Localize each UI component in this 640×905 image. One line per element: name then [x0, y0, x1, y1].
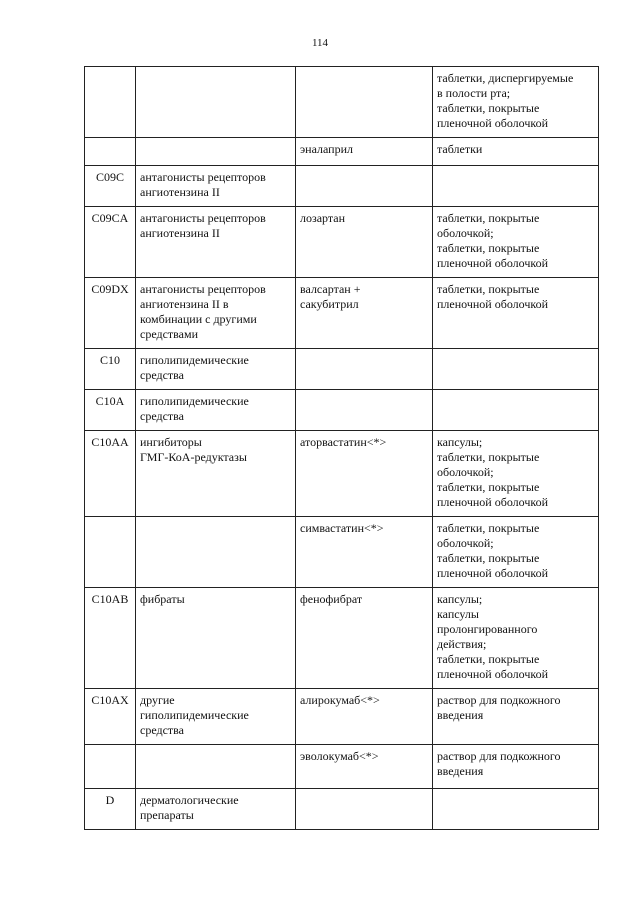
pharmacological-group-cell: [136, 517, 296, 588]
dosage-form-cell: [433, 745, 599, 789]
drug-name-line: лозартан: [300, 211, 346, 225]
dosage-form-line: пролонгированного: [437, 622, 538, 636]
atc-code-cell: [85, 390, 136, 431]
drug-name-cell: [296, 138, 433, 166]
drug-name-cell: [296, 689, 433, 745]
pharmacological-group-line: средства: [140, 368, 185, 382]
dosage-form-line: пленочной оболочкой: [437, 256, 549, 270]
dosage-form-cell: [433, 138, 599, 166]
dosage-form-line: введения: [437, 708, 484, 722]
dosage-form-line: оболочкой;: [437, 536, 494, 550]
pharmacological-group-line: другие: [140, 693, 175, 707]
atc-code: C10AX: [91, 693, 129, 707]
drug-name-line: симвастатин<*>: [300, 521, 384, 535]
drug-name-cell: [296, 278, 433, 349]
dosage-form-cell: [433, 689, 599, 745]
drug-name-line: алирокумаб<*>: [300, 693, 380, 707]
dosage-form-line: таблетки: [437, 142, 483, 156]
table-row: [85, 390, 599, 431]
dosage-form-line: таблетки, покрытые: [437, 282, 540, 296]
atc-code-cell: [85, 207, 136, 278]
atc-code-cell: [85, 138, 136, 166]
pharmacological-group-line: ангиотензина II в: [140, 297, 229, 311]
dosage-form-line: пленочной оболочкой: [437, 495, 549, 509]
drug-name-cell: [296, 745, 433, 789]
dosage-form-line: пленочной оболочкой: [437, 297, 549, 311]
atc-code: C09CA: [91, 211, 129, 225]
drug-name-line: эналаприл: [300, 142, 353, 156]
dosage-form-line: оболочкой;: [437, 465, 494, 479]
dosage-form-line: таблетки, покрытые: [437, 551, 540, 565]
drug-name-cell: [296, 588, 433, 689]
table-row: [85, 431, 599, 517]
pharmacological-group-line: антагонисты рецепторов: [140, 211, 266, 225]
dosage-form-cell: [433, 517, 599, 588]
dosage-form-line: раствор для подкожного: [437, 749, 561, 763]
dosage-form-line: таблетки, покрытые: [437, 211, 540, 225]
atc-code-cell: [85, 789, 136, 830]
drug-name-cell: [296, 431, 433, 517]
dosage-form-line: таблетки, диспергируемые: [437, 71, 574, 85]
atc-code-cell: [85, 67, 136, 138]
page-number: 114: [311, 37, 329, 49]
table-row: [85, 517, 599, 588]
table-row: [85, 138, 599, 166]
pharmacological-group-line: ингибиторы: [140, 435, 202, 449]
pharmacological-group-cell: [136, 207, 296, 278]
pharmacological-group-line: гиполипидемические: [140, 394, 249, 408]
dosage-form-cell: [433, 349, 599, 390]
atc-code: C10A: [95, 394, 125, 408]
pharmacological-group-line: гиполипидемические: [140, 708, 249, 722]
dosage-form-line: таблетки, покрытые: [437, 521, 540, 535]
pharmacological-group-cell: [136, 166, 296, 207]
dosage-form-line: капсулы;: [437, 592, 483, 606]
atc-code-cell: [85, 349, 136, 390]
pharmacological-group-line: дерматологические: [140, 793, 239, 807]
pharmacological-group-line: ГМГ-КоА-редуктазы: [140, 450, 247, 464]
drug-name-line: фенофибрат: [300, 592, 363, 606]
table-row: [85, 745, 599, 789]
atc-code: C09C: [95, 170, 124, 184]
pharmacological-group-line: ангиотензина II: [140, 226, 220, 240]
pharmacological-group-line: антагонисты рецепторов: [140, 170, 266, 184]
dosage-form-line: таблетки, покрытые: [437, 241, 540, 255]
pharmacological-group-line: средства: [140, 409, 185, 423]
pharmacological-group-line: гиполипидемические: [140, 353, 249, 367]
dosage-form-line: капсулы;: [437, 435, 483, 449]
table-row: [85, 207, 599, 278]
table-row: [85, 278, 599, 349]
table-row: [85, 789, 599, 830]
pharmacological-group-line: антагонисты рецепторов: [140, 282, 266, 296]
pharmacological-group-cell: [136, 588, 296, 689]
drug-name-cell: [296, 349, 433, 390]
dosage-form-cell: [433, 588, 599, 689]
pharmacological-group-line: ангиотензина II: [140, 185, 220, 199]
pharmacological-group-cell: [136, 390, 296, 431]
dosage-form-cell: [433, 166, 599, 207]
atc-code: C10: [99, 353, 120, 367]
dosage-form-cell: [433, 278, 599, 349]
dosage-form-cell: [433, 207, 599, 278]
dosage-form-cell: [433, 67, 599, 138]
dosage-form-cell: [433, 390, 599, 431]
drug-name-cell: [296, 207, 433, 278]
dosage-form-line: капсулы: [437, 607, 479, 621]
pharmacological-group-cell: [136, 745, 296, 789]
dosage-form-line: пленочной оболочкой: [437, 566, 549, 580]
drug-classification-table: [84, 66, 599, 830]
atc-code-cell: [85, 166, 136, 207]
table-row: [85, 349, 599, 390]
atc-code: C09DX: [91, 282, 129, 296]
drug-name-line: аторвастатин<*>: [300, 435, 387, 449]
table-row: [85, 67, 599, 138]
dosage-form-line: пленочной оболочкой: [437, 116, 549, 130]
atc-code-cell: [85, 431, 136, 517]
pharmacological-group-cell: [136, 67, 296, 138]
drug-name-cell: [296, 166, 433, 207]
pharmacological-group-cell: [136, 789, 296, 830]
drug-name-line: валсартан +: [300, 282, 361, 296]
drug-name-line: сакубитрил: [300, 297, 359, 311]
drug-name-cell: [296, 517, 433, 588]
drug-name-cell: [296, 789, 433, 830]
dosage-form-line: пленочной оболочкой: [437, 667, 549, 681]
pharmacological-group-line: препараты: [140, 808, 194, 822]
drug-name-cell: [296, 67, 433, 138]
atc-code-cell: [85, 517, 136, 588]
pharmacological-group-cell: [136, 138, 296, 166]
dosage-form-line: оболочкой;: [437, 226, 494, 240]
dosage-form-line: таблетки, покрытые: [437, 101, 540, 115]
dosage-form-line: таблетки, покрытые: [437, 450, 540, 464]
dosage-form-line: введения: [437, 764, 484, 778]
pharmacological-group-line: средствами: [140, 327, 199, 341]
atc-code-cell: [85, 588, 136, 689]
atc-code-cell: [85, 689, 136, 745]
dosage-form-line: таблетки, покрытые: [437, 652, 540, 666]
dosage-form-cell: [433, 789, 599, 830]
atc-code-cell: [85, 278, 136, 349]
pharmacological-group-line: средства: [140, 723, 185, 737]
table-row: [85, 166, 599, 207]
atc-code: D: [105, 793, 115, 807]
table-body: [85, 67, 599, 830]
dosage-form-line: раствор для подкожного: [437, 693, 561, 707]
dosage-form-line: таблетки, покрытые: [437, 480, 540, 494]
pharmacological-group-cell: [136, 431, 296, 517]
dosage-form-cell: [433, 431, 599, 517]
atc-code-cell: [85, 745, 136, 789]
table-row: [85, 689, 599, 745]
drug-name-cell: [296, 390, 433, 431]
table-row: [85, 588, 599, 689]
pharmacological-group-cell: [136, 689, 296, 745]
dosage-form-line: действия;: [437, 637, 487, 651]
dosage-form-line: в полости рта;: [437, 86, 511, 100]
atc-code: C10AB: [91, 592, 129, 606]
pharmacological-group-line: комбинации с другими: [140, 312, 257, 326]
atc-code: C10AA: [91, 435, 129, 449]
drug-name-line: эволокумаб<*>: [300, 749, 379, 763]
pharmacological-group-cell: [136, 278, 296, 349]
pharmacological-group-line: фибраты: [140, 592, 185, 606]
pharmacological-group-cell: [136, 349, 296, 390]
